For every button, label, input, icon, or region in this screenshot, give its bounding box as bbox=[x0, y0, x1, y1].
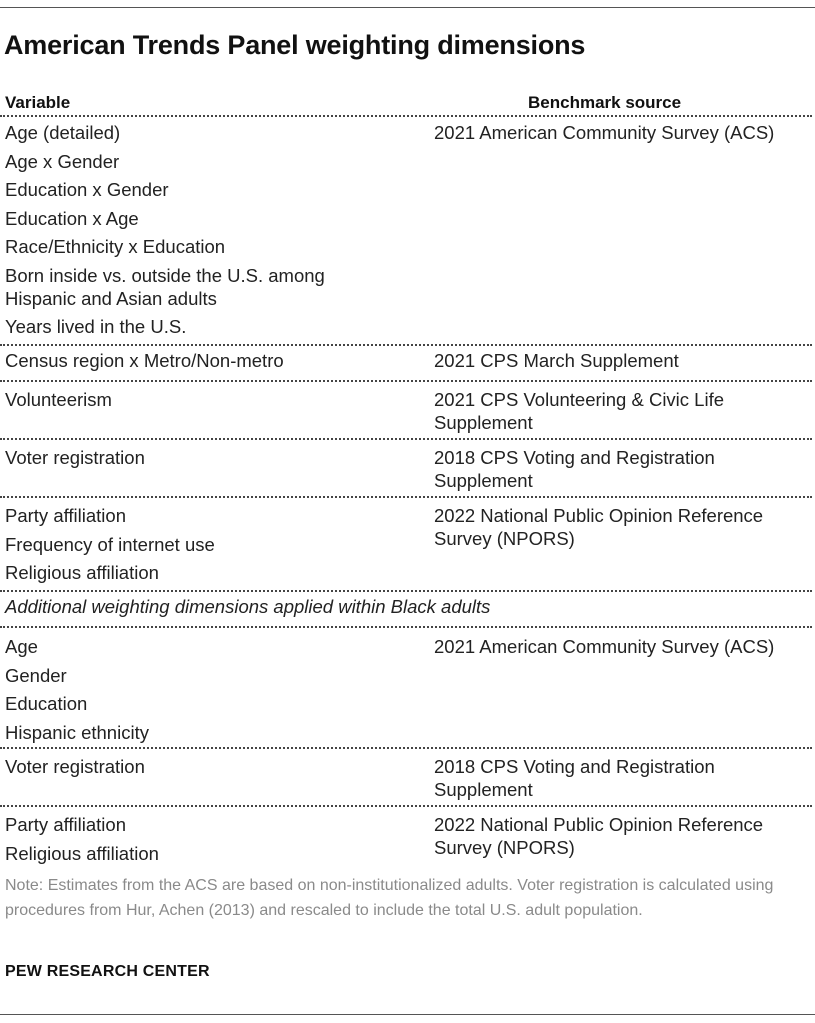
variable-item: Hispanic ethnicity bbox=[5, 721, 149, 743]
variable-item: Age x Gender bbox=[5, 150, 120, 172]
table-row bbox=[0, 749, 812, 807]
variable-item: Party affiliation bbox=[5, 505, 126, 526]
table-row bbox=[0, 382, 812, 440]
source-brand: PEW RESEARCH CENTER bbox=[5, 963, 210, 980]
variable-cell bbox=[5, 349, 415, 372]
variable-cell bbox=[5, 446, 415, 469]
variable-item: Frequency of internet use bbox=[5, 533, 215, 555]
benchmark-source: 2018 CPS Voting and Registration Supplement bbox=[434, 447, 715, 491]
source-cell bbox=[434, 635, 804, 658]
subheading: Additional weighting dimensions applied within Black adults bbox=[5, 596, 491, 617]
table-row bbox=[0, 118, 812, 346]
variable-item: Party affiliation bbox=[5, 814, 126, 835]
table-row bbox=[0, 498, 812, 592]
footnote: Note: Estimates from the ACS are based on non-institutionalized adults. Voter registration is calculated using procedures from Hur, Achen (2013) and rescaled to include the total U.S. adult population. bbox=[5, 877, 774, 919]
variable-cell bbox=[5, 635, 415, 749]
variable-item: Gender bbox=[5, 664, 67, 686]
top-rule bbox=[0, 7, 815, 8]
table-row bbox=[0, 346, 812, 382]
table-row bbox=[0, 807, 812, 869]
source-cell bbox=[434, 446, 804, 492]
source-cell bbox=[434, 813, 804, 859]
variable-cell bbox=[5, 504, 415, 590]
table-row bbox=[0, 440, 812, 498]
variable-item: Age (detailed) bbox=[5, 122, 121, 143]
benchmark-source: 2022 National Public Opinion Reference Survey (NPORS) bbox=[434, 505, 764, 549]
variable-cell bbox=[5, 813, 415, 870]
variable-cell bbox=[5, 388, 415, 411]
benchmark-source: 2021 American Community Survey (ACS) bbox=[434, 636, 775, 657]
source-cell bbox=[434, 121, 804, 144]
variable-item: Religious affiliation bbox=[5, 842, 159, 864]
benchmark-source: 2021 CPS March Supplement bbox=[434, 350, 679, 371]
variable-item: Education bbox=[5, 693, 88, 714]
subheading-divider bbox=[0, 626, 812, 628]
variable-item: Born inside vs. outside the U.S. among Hispanic and Asian adults bbox=[5, 264, 325, 309]
benchmark-source: 2018 CPS Voting and Registration Supplement bbox=[434, 756, 715, 800]
column-header-variable: Variable bbox=[5, 93, 71, 112]
variable-item: Volunteerism bbox=[5, 389, 112, 410]
table-header bbox=[0, 91, 812, 117]
variable-cell bbox=[5, 121, 415, 344]
variable-item: Education x Gender bbox=[5, 179, 169, 200]
source-cell bbox=[434, 388, 804, 434]
variable-item: Voter registration bbox=[5, 756, 145, 777]
variable-item: Race/Ethnicity x Education bbox=[5, 236, 226, 257]
table-row bbox=[0, 629, 812, 749]
variable-item: Years lived in the U.S. bbox=[5, 316, 187, 337]
variable-item: Voter registration bbox=[5, 447, 145, 468]
variable-item: Religious affiliation bbox=[5, 562, 159, 583]
benchmark-source: 2022 National Public Opinion Reference Survey (NPORS) bbox=[434, 814, 764, 858]
page-title: American Trends Panel weighting dimensions bbox=[4, 30, 586, 60]
source-cell bbox=[434, 755, 804, 801]
benchmark-source: 2021 CPS Volunteering & Civic Life Supplement bbox=[434, 389, 725, 433]
source-cell bbox=[434, 349, 804, 372]
benchmark-source: 2021 American Community Survey (ACS) bbox=[434, 122, 775, 143]
source-cell bbox=[434, 504, 804, 550]
bottom-rule bbox=[0, 1014, 815, 1015]
variable-item: Education x Age bbox=[5, 207, 139, 229]
variable-item: Age bbox=[5, 636, 38, 657]
variable-item: Census region x Metro/Non-metro bbox=[5, 350, 284, 371]
variable-cell bbox=[5, 755, 415, 778]
column-header-benchmark-source: Benchmark source bbox=[528, 93, 682, 112]
